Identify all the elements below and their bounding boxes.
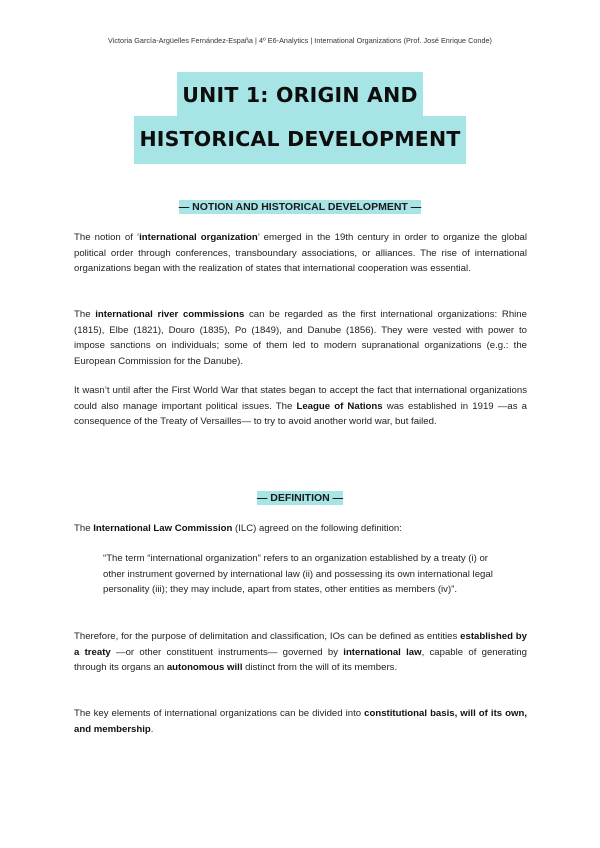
- paragraph-io-definition: [74, 629, 527, 676]
- text-run: It wasn’t until after the First World War that states began to accept the fact that international organizations could also manage important political issues. The: [74, 385, 527, 412]
- text-run: The key elements of international organizations can be divided into: [74, 708, 365, 719]
- bold-term: constitutional basis, will of its own, and membership: [74, 708, 527, 735]
- text-run: (ILC) agreed on the following definition:: [232, 523, 402, 534]
- text-run: Therefore, for the purpose of delimitation and classification, IOs can be defined as entities: [74, 631, 461, 642]
- paragraph-league-of-nations: [74, 383, 527, 430]
- bold-term: international river commissions: [95, 309, 245, 320]
- unit-title-line-1: UNIT 1: ORIGIN AND: [177, 72, 422, 120]
- text-run: —or other constituent instruments— governed by: [110, 646, 344, 658]
- page-header: Victoria García-Argüelles Fernández-España | 4º E6-Analytics | International Organizations (Prof. José Enrique Conde): [107, 36, 493, 45]
- unit-title: [0, 72, 600, 152]
- text-run: , capable of generating through its organs an: [74, 646, 527, 674]
- section-heading-notion: [0, 201, 600, 213]
- text-run: was established in 1919 —as a consequence of the Treaty of Versailles— to try to avoid another world war, but failed.: [74, 400, 528, 428]
- paragraph-ilc: [74, 521, 527, 537]
- text-run: The notion of ‘: [74, 232, 140, 243]
- paragraph-key-elements: [74, 706, 527, 737]
- bold-term: established by a treaty: [74, 631, 527, 658]
- section-heading-definition: [0, 492, 600, 504]
- text-run: .: [150, 723, 154, 735]
- section-heading-definition-text: — DEFINITION —: [256, 492, 344, 504]
- section-heading-notion-text: — NOTION AND HISTORICAL DEVELOPMENT —: [178, 201, 422, 213]
- text-run: distinct from the will of its members.: [242, 662, 398, 674]
- bold-term: international law: [343, 646, 422, 658]
- bold-term: autonomous will: [166, 662, 243, 674]
- text-run: The: [74, 309, 96, 320]
- text-run: ’ emerged in the 19th century in order to organize the global political order through conferences, transboundary associations, or alliances. The rise of international organizations began with the realization of states that international cooperation was essential.: [74, 232, 527, 275]
- bold-term: international organization: [139, 232, 258, 243]
- unit-title-line-2: HISTORICAL DEVELOPMENT: [134, 116, 465, 164]
- paragraph-notion: [74, 230, 527, 277]
- text-run: The: [74, 523, 94, 534]
- bold-term: League of Nations: [296, 400, 383, 412]
- bold-term: International Law Commission: [93, 523, 233, 534]
- paragraph-river-commissions: [74, 307, 527, 369]
- ilc-definition-quote: “The term “international organization” refers to an organization established by a treaty (i) or other instrument governed by international law (ii) and possessing its own international legal personality (iii); they may include, apart from states, other entities as members (iv)”.: [103, 553, 493, 596]
- text-run: can be regarded as the first international organizations: Rhine (1815), Elbe (1821), Douro (1835), Po (1849), and Danube (1856). They were vested with power to impose sanctions on individuals; some of them led to modern supranational organizations (e.g.: the European Commission for the Danube).: [74, 309, 527, 367]
